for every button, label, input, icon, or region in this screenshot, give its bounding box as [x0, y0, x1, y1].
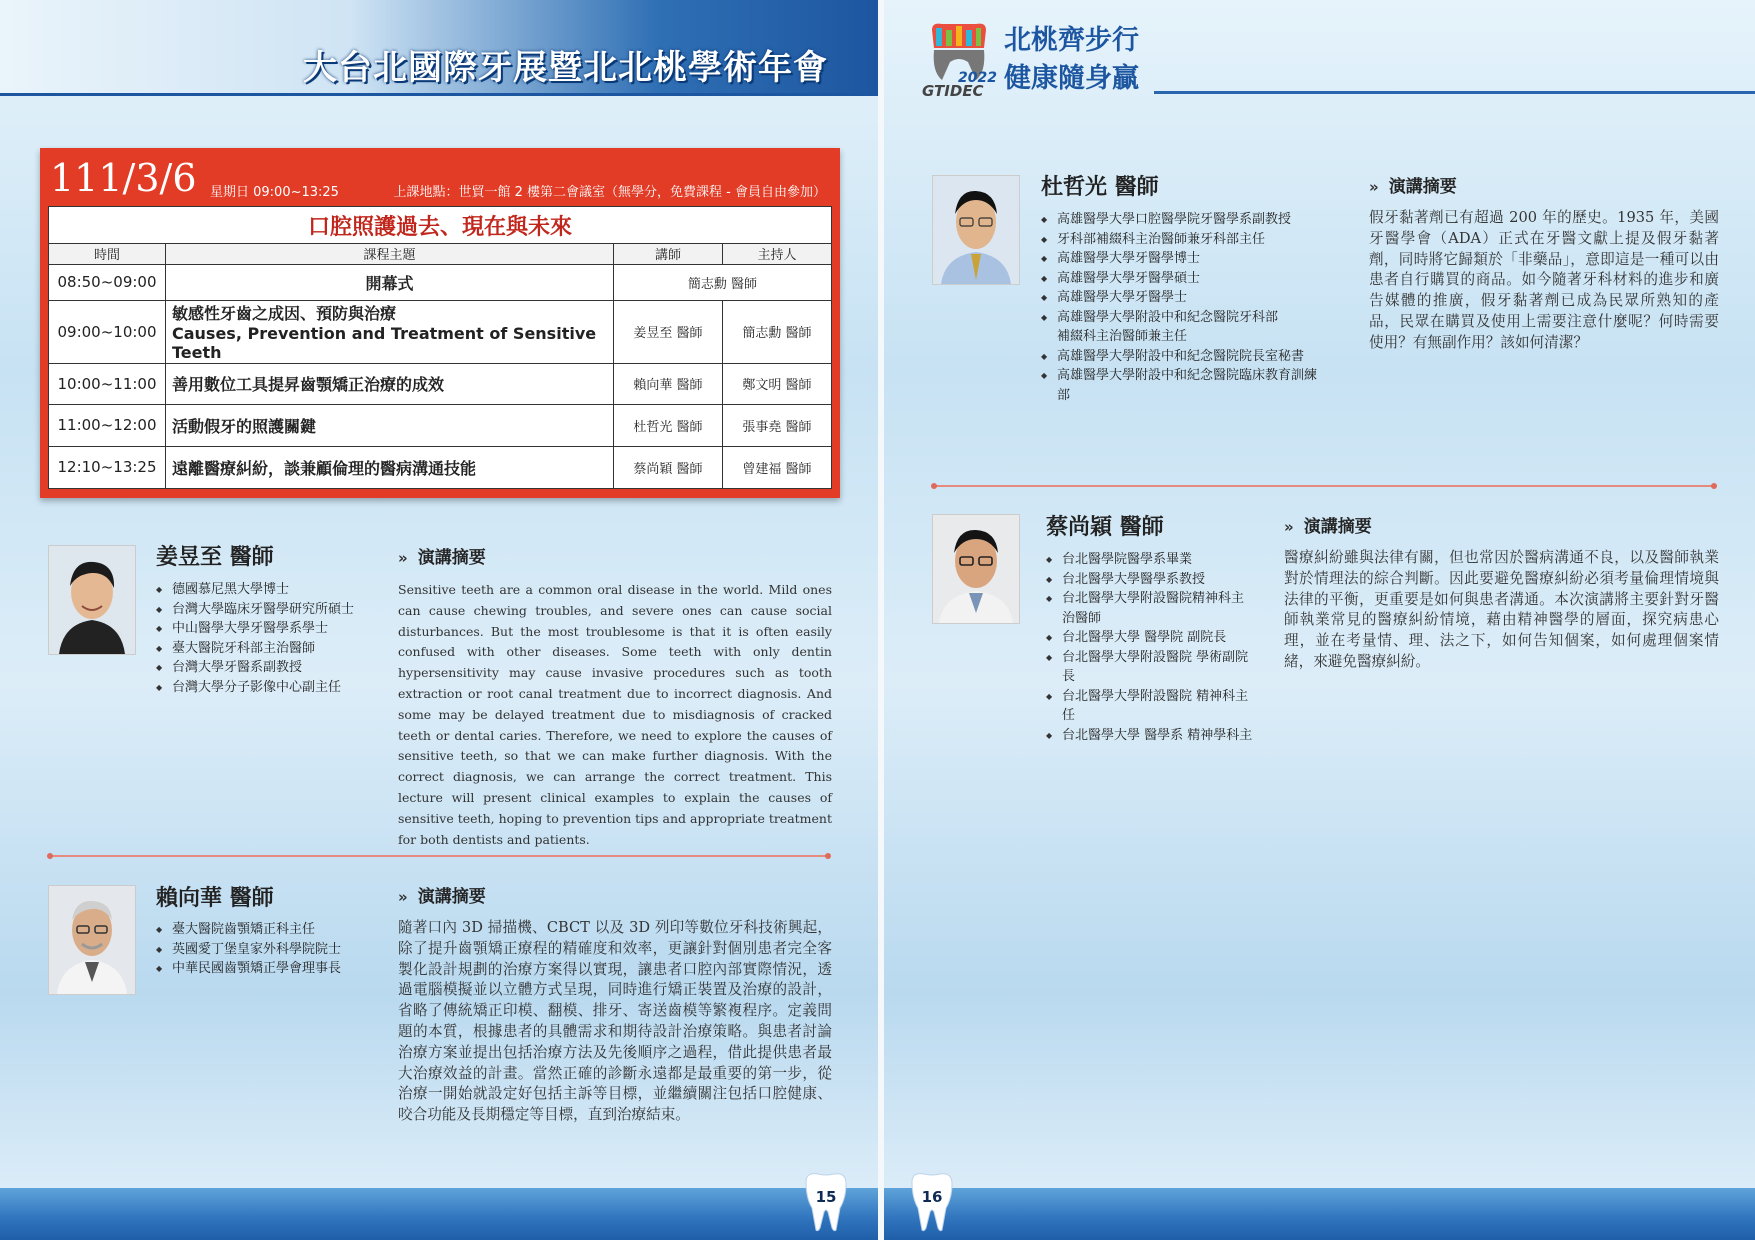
row-host: 鄭文明 醫師 [723, 363, 832, 404]
credential-item: ◆ 台灣大學牙醫系副教授 [156, 658, 381, 678]
table-row [49, 446, 832, 489]
credential-item: ◆ 台北醫學大學 醫學院 副院長 [1046, 628, 1256, 648]
abstract-heading [1284, 512, 1372, 537]
header-rule [0, 93, 878, 96]
credential-item: ◆ 高雄醫學大學附設中和紀念醫院牙科部補綴科主治醫師兼主任 [1041, 308, 1287, 347]
footer-wave [0, 1188, 878, 1240]
logo-year: 2022 [958, 70, 997, 86]
speaker-photo-lai [48, 885, 136, 995]
gtidec-logo [922, 22, 997, 102]
abstract-heading-label: 演講摘要 [1388, 177, 1457, 197]
row-host: 簡志勳 醫師 [723, 300, 832, 363]
table-row [49, 405, 832, 446]
credential-item: ◆ 高雄醫學大學牙醫學碩士 [1041, 269, 1329, 289]
speaker-photo-chiang [48, 545, 136, 655]
person-icon [49, 886, 135, 994]
person-icon [49, 546, 135, 654]
row-speaker: 賴向華 醫師 [614, 363, 723, 404]
credential-item: ◆ 台北醫學大學附設醫院精神科主治醫師 [1046, 589, 1256, 628]
row-time: 09:00~10:00 [49, 300, 166, 363]
speaker-credentials [1046, 550, 1256, 745]
row-speaker: 簡志勳 醫師 [614, 264, 832, 300]
credential-item: ◆ 中華民國齒顎矯正學會理事長 [156, 959, 381, 979]
page-number: 16 [921, 1188, 943, 1206]
credential-item: ◆ 牙科部補綴科主治醫師兼牙科部主任 [1041, 230, 1329, 250]
speaker-name: 杜哲光 醫師 [1041, 174, 1159, 200]
page-number: 15 [815, 1188, 837, 1206]
slogan [1004, 22, 1139, 98]
schedule-time: 星期日 09:00~13:25 [210, 185, 339, 200]
schedule-date: 111/3/6 [50, 156, 197, 200]
credential-item: ◆ 高雄醫學大學牙醫學士 [1041, 288, 1329, 308]
speaker-credentials [156, 580, 381, 697]
left-header-banner [0, 0, 878, 96]
speaker-name: 蔡尚穎 醫師 [1046, 514, 1164, 540]
row-time: 10:00~11:00 [49, 363, 166, 404]
abstract-text: Sensitive teeth are a common oral disease in the world. Mild ones can cause chewing troubles, and severe ones can cause social disturbances. But the most troublesome is that it is often easily confused with other diseases. Some teeth with only dentin hypersensitivity may cause invasive procedures such as tooth extraction or root canal treatment due to incorrect diagnosis. And some may be delayed treatment due to misdiagnosis of cracked teeth or dental caries. Therefore, we need to explore the causes of sensitive teeth, so that we can make further diagnosis. With the correct diagnosis, we can arrange the correct treatment. This lecture will present clinical examples to explain the causes of sensitive teeth, hoping to prevention tips and appropriate treatment for both dentists and patients. [398, 582, 833, 847]
row-topic [166, 300, 614, 363]
footer-wave [884, 1188, 1755, 1240]
row-time: 12:10~13:25 [49, 446, 166, 489]
table-row [49, 363, 832, 404]
double-chevron-icon: » [1369, 178, 1379, 196]
row-speaker: 姜昱至 醫師 [614, 300, 723, 363]
table-row [49, 300, 832, 363]
row-topic: 開幕式 [166, 264, 614, 300]
header-rule [1154, 91, 1755, 94]
row-time: 11:00~12:00 [49, 405, 166, 446]
person-icon [933, 176, 1019, 284]
schedule-title: 口腔照護過去、現在與未來 [49, 207, 832, 244]
schedule-venue: 上課地點：世貿一館 2 樓第二會議室（無學分，免費課程 - 會員自由參加） [393, 185, 826, 200]
logo-text: GTIDEC [922, 82, 984, 100]
credential-item: ◆ 臺大醫院牙科部主治醫師 [156, 639, 381, 659]
section-divider [50, 855, 828, 857]
row-topic: 善用數位工具提昇齒顎矯正治療的成效 [166, 363, 614, 404]
speaker-name: 賴向華 醫師 [156, 885, 274, 911]
row-time: 08:50~09:00 [49, 264, 166, 300]
abstract-text: 隨著口內 3D 掃描機、CBCT 以及 3D 列印等數位牙科技術興起，除了提升齒顎矯正療程的精確度和效率，更讓針對個別患者完全客製化設計規劃的治療方案得以實現，讓患者口腔內部實際情況，透過電腦模擬並以立體方式呈現，同時進行矯正裝置及治療的設計，省略了傳統矯正印模、翻模、排牙、寄送齒模等繁複程序。定義問題的本質，根據患者的具體需求和期待設計治療策略。與患者討論治療方案並提出包括治療方法及先後順序之過程，借此提供患者最大治療效益的計畫。當然正確的診斷永遠都是最重要的第一步，從治療一開始就設定好包括主訴等目標，並繼續關注包括口腔健康、咬合功能及長期穩定等目標，直到治療結束。 [398, 919, 832, 1124]
credential-item: ◆ 台北醫學大學附設醫院 學術副院長 [1046, 648, 1256, 687]
credential-item: ◆ 台北醫學大學附設醫院 精神科主任 [1046, 687, 1256, 726]
abstract-text: 醫療糾紛雖與法律有關，但也常因於醫病溝通不良，以及醫師執業對於情理法的綜合判斷。因此要避免醫療糾紛必須考量倫理情境與法律的平衡，更重要是如何與患者溝通。本次演講將主要針對牙醫師執業常見的醫療糾紛情境，藉由精神醫學的層面，探究病患心理，並在考量情、理、法之下，如何告知個案，如何處理個案情緒，來避免醫療糾紛。 [1284, 549, 1719, 670]
speaker-credentials [1041, 210, 1329, 405]
row-speaker: 杜哲光 醫師 [614, 405, 723, 446]
double-chevron-icon: » [398, 888, 408, 906]
page-number-badge [800, 1172, 852, 1232]
row-topic: 遠離醫療糾紛，談兼顧倫理的醫病溝通技能 [166, 446, 614, 489]
col-header-speaker: 講師 [614, 244, 723, 264]
right-header [884, 0, 1755, 110]
credential-item: ◆ 台北醫學院醫學系畢業 [1046, 550, 1256, 570]
row-host: 張事堯 醫師 [723, 405, 832, 446]
speaker-credentials [156, 920, 381, 979]
abstract-heading-label: 演講摘要 [417, 548, 486, 568]
speaker-name: 姜昱至 醫師 [156, 544, 274, 570]
abstract-text: 假牙黏著劑已有超過 200 年的歷史。1935 年，美國牙醫學會（ADA）正式在牙醫文獻上提及假牙黏著劑，同時將它歸類於「非藥品」，意即這是一種可以由患者自行購買的商品。如今隨著牙科材料的進步和廣告媒體的推廣，假牙黏著劑已成為民眾所熟知的產品，民眾在購買及使用上需要注意什麼呢？何時需要使用？有無副作用？該如何清潔？ [1369, 209, 1719, 351]
schedule-table [48, 206, 832, 489]
col-header-host: 主持人 [723, 244, 832, 264]
row-speaker: 蔡尚穎 醫師 [614, 446, 723, 489]
credential-item: ◆ 德國慕尼黑大學博士 [156, 580, 381, 600]
abstract-heading-label: 演講摘要 [417, 887, 486, 907]
row-topic-en: Causes, Prevention and Treatment of Sensitive Teeth [172, 324, 597, 363]
double-chevron-icon: » [398, 549, 408, 567]
credential-item: ◆ 高雄醫學大學口腔醫學院牙醫學系副教授 [1041, 210, 1329, 230]
abstract-heading [398, 882, 486, 907]
credential-item: ◆ 高雄醫學大學附設中和紀念醫院臨床教育訓練部 [1041, 366, 1317, 405]
credential-item: ◆ 高雄醫學大學附設中和紀念醫院院長室秘書 [1041, 347, 1329, 367]
credential-item: ◆ 台灣大學臨床牙醫學研究所碩士 [156, 600, 381, 620]
speaker-photo-tu [932, 175, 1020, 285]
double-chevron-icon: » [1284, 518, 1294, 536]
credential-item: ◆ 臺大醫院齒顎矯正科主任 [156, 920, 381, 940]
col-header-time: 時間 [49, 244, 166, 264]
table-row [49, 264, 832, 300]
credential-item: ◆ 中山醫學大學牙醫學系學士 [156, 619, 381, 639]
abstract-heading [398, 543, 486, 568]
schedule-panel [40, 148, 840, 498]
credential-item: ◆ 台灣大學分子影像中心副主任 [156, 678, 381, 698]
speaker-photo-tsai [932, 514, 1020, 624]
credential-item: ◆ 英國愛丁堡皇家外科學院院士 [156, 940, 381, 960]
right-page [884, 0, 1755, 1240]
col-header-topic: 課程主題 [166, 244, 614, 264]
slogan-line-2: 健康隨身贏 [1004, 63, 1139, 94]
page-number-badge [906, 1172, 958, 1232]
row-host: 曾建福 醫師 [723, 446, 832, 489]
credential-item: ◆ 高雄醫學大學牙醫學博士 [1041, 249, 1329, 269]
conference-title: 大台北國際牙展暨北北桃學術年會 [303, 48, 828, 88]
abstract-heading-label: 演講摘要 [1303, 517, 1372, 537]
slogan-line-1: 北桃齊步行 [1004, 25, 1139, 56]
credential-item: ◆ 台北醫學大學醫學系教授 [1046, 570, 1256, 590]
credential-item: ◆ 台北醫學大學 醫學系 精神學科主 [1046, 726, 1256, 746]
section-divider [934, 485, 1714, 487]
row-topic-zh: 敏感性牙齒之成因、預防與治療 [172, 304, 397, 324]
row-topic: 活動假牙的照護關鍵 [166, 405, 614, 446]
abstract-heading [1369, 172, 1457, 197]
person-icon [933, 515, 1019, 623]
